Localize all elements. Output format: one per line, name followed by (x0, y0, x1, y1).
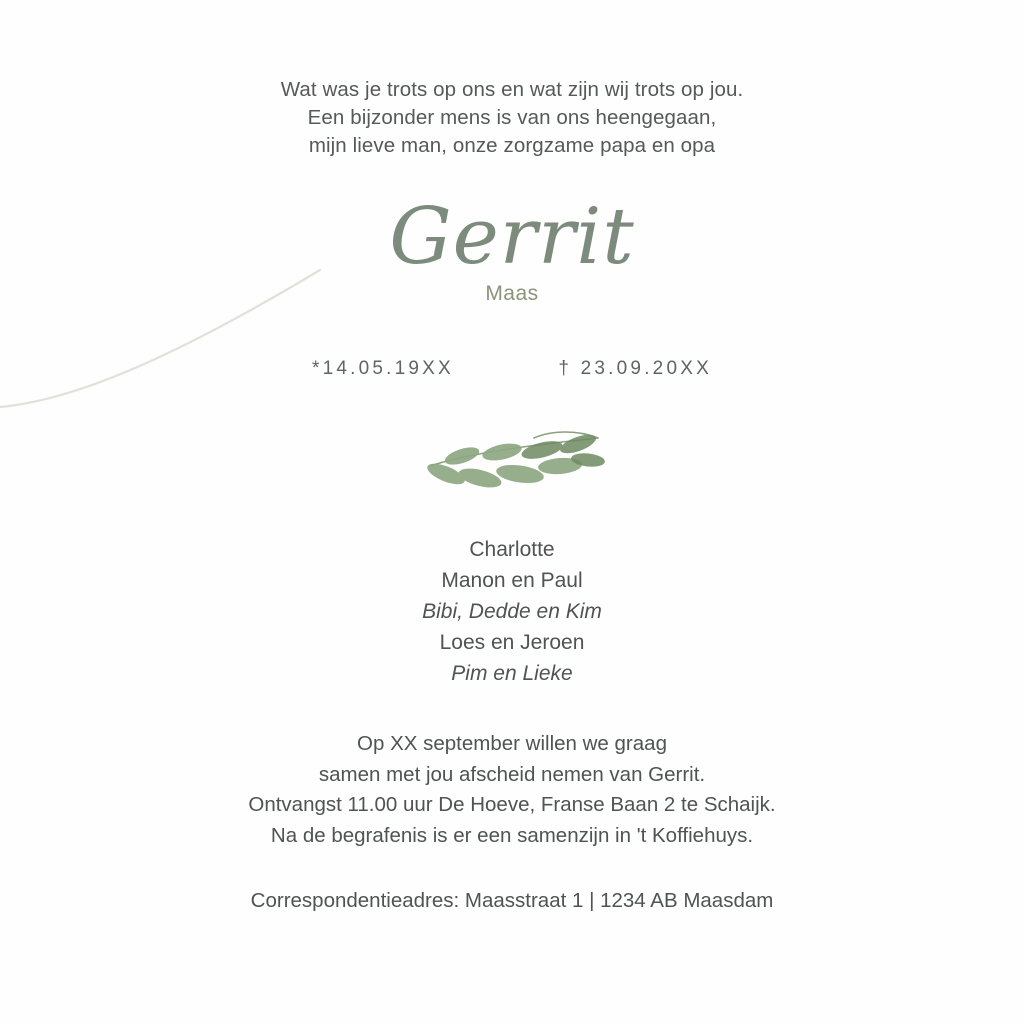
olive-branch-icon (0, 408, 1024, 498)
family-member: Charlotte (469, 538, 555, 561)
ceremony-line-3: Ontvangst 11.00 uur De Hoeve, Franse Baan 2 te Schaijk. (248, 793, 776, 816)
death-date: † 23.09.20XX (558, 358, 712, 379)
intro-line-3: mijn lieve man, onze zorgzame papa en opa (308, 134, 716, 157)
birth-date: *14.05.19XX (312, 358, 454, 379)
intro-text (0, 76, 1024, 160)
ceremony-details (0, 729, 1024, 851)
family-member: Bibi, Dedde en Kim (422, 600, 602, 623)
ceremony-line-4: Na de begrafenis is er een samenzijn in 't Koffiehuys. (270, 823, 754, 847)
life-dates (0, 358, 1024, 380)
family-member: Manon en Paul (441, 569, 583, 592)
ceremony-line-1: Op XX september willen we graag (357, 732, 667, 755)
family-names (0, 534, 1024, 689)
first-name: Gerrit (389, 192, 635, 282)
family-member: Pim en Lieke (451, 662, 573, 685)
correspondence-address: Correspondentieadres: Maasstraat 1 | 1234 AB Maasdam (250, 889, 774, 912)
last-name: Maas (485, 282, 539, 305)
intro-line-2: Een bijzonder mens is van ons heengegaan, (307, 106, 717, 129)
family-member: Loes en Jeroen (439, 631, 585, 654)
ceremony-line-2: samen met jou afscheid nemen van Gerrit. (318, 762, 706, 786)
intro-line-1: Wat was je trots op ons en wat zijn wij trots op jou. (280, 78, 744, 101)
